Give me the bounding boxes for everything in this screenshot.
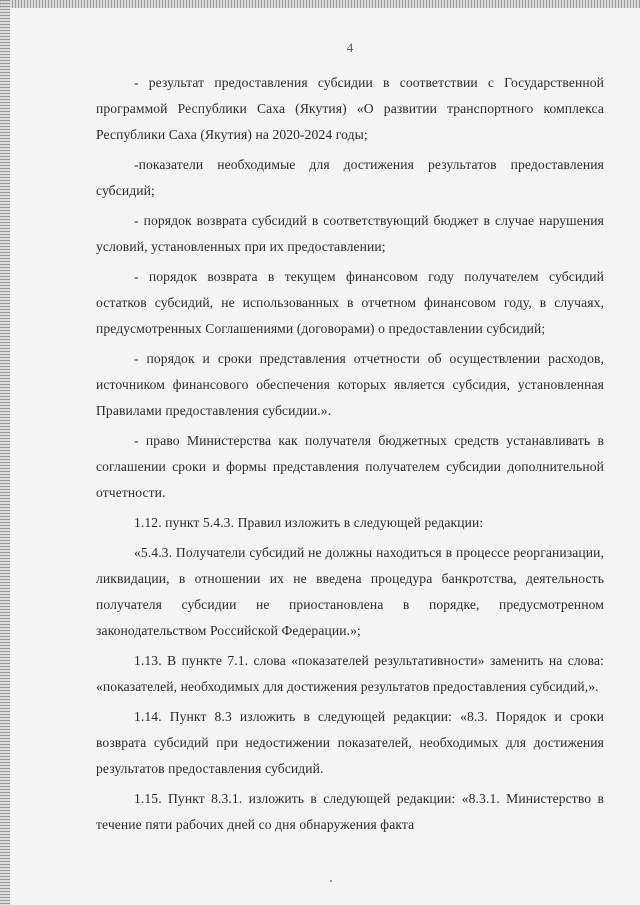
paragraph-return-order: - порядок возврата субсидий в соответствующий бюджет в случае нарушения условий, установленных при их предоставлении; xyxy=(96,213,604,254)
paragraph-1-14: 1.14. Пункт 8.3 изложить в следующей редакции: «8.3. Порядок и сроки возврата субсидий при недостижении показателей, необходимых для достижения результатов предоставления субсидий. xyxy=(96,709,604,776)
scan-edge-left xyxy=(0,0,10,905)
paragraph-ministry-right: - право Министерства как получателя бюджетных средств устанавливать в соглашении сроки и формы представления получателем субсидии дополнительной отчетности. xyxy=(96,433,604,500)
paragraph-return-remainders: - порядок возврата в текущем финансовом году получателем субсидий остатков субсидий, не использованных в отчетном финансовом году, в случаях, предусмотренных Соглашениями (договорами) о предоставлении субсидий; xyxy=(96,269,604,336)
scan-edge-top xyxy=(0,0,640,8)
paragraph-1-15: 1.15. Пункт 8.3.1. изложить в следующей редакции: «8.3.1. Министерство в течение пяти рабочих дней со дня обнаружения факта xyxy=(96,791,604,832)
paragraph-5-4-3: «5.4.3. Получатели субсидий не должны находиться в процессе реорганизации, ликвидации, в отношении их не введена процедура банкротства, деятельность получателя субсидии не приостановлена в порядке, предусмотренном законодательством Российской Федерации.»; xyxy=(96,545,604,638)
page-number: 4 xyxy=(346,40,354,55)
paragraph-1-13: 1.13. В пункте 7.1. слова «показателей результативности» заменить на слова: «показателей, необходимых для достижения результатов предоставления субсидий,». xyxy=(96,653,604,694)
paragraph-indicators: -показатели необходимые для достижения результатов предоставления субсидий; xyxy=(96,157,604,198)
paragraph-result: - результат предоставления субсидии в соответствии с Государственной программой Республики Саха (Якутия) «О развитии транспортного комплекса Республики Саха (Якутия) на 2020-2024 годы; xyxy=(96,75,604,142)
scan-speck xyxy=(330,880,332,882)
paragraph-1-12: 1.12. пункт 5.4.3. Правил изложить в следующей редакции: xyxy=(134,515,484,530)
paragraph-reporting: - порядок и сроки представления отчетности об осуществлении расходов, источником финансового обеспечения которых является субсидия, установленная Правилами предоставления субсидии.». xyxy=(96,351,604,418)
document-page xyxy=(96,40,604,842)
